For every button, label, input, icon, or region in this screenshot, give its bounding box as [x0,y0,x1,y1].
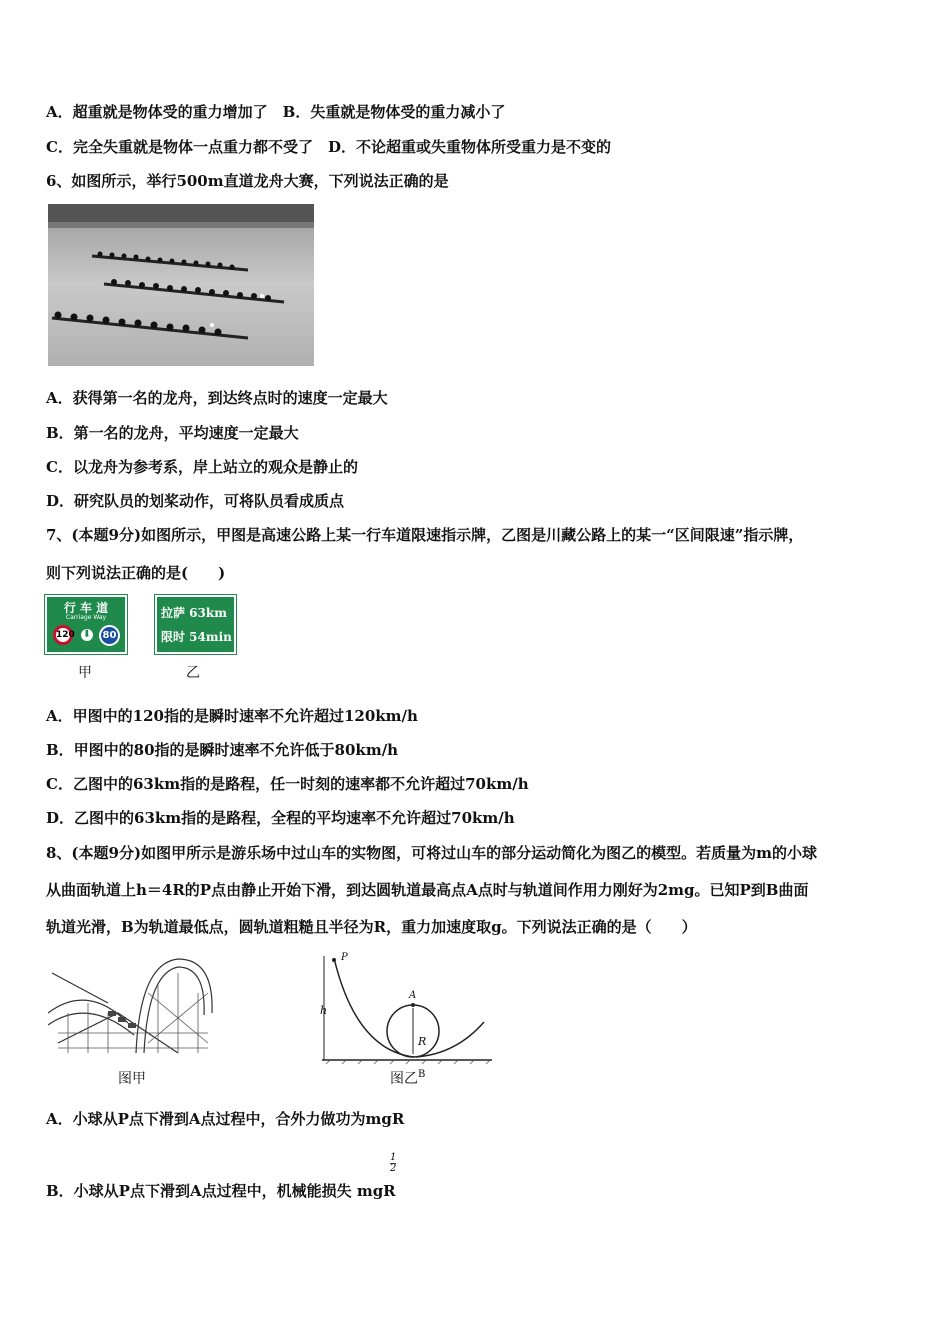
q8-stem-line1: 8、(本题9分)如图甲所示是游乐场中过山车的实物图，可将过山车的部分运动简化为图乙的模型。若质量为m的小球 [46,844,817,862]
sign-lane-subtitle: Carriage Way [65,614,107,621]
q5-options-cd: C．完全失重就是物体一点重力都不受了 D．不论超重或失重物体所受重力是不变的 [46,138,611,156]
label-a: A [409,990,417,1001]
dragon-boat-photo [48,204,314,366]
track-model-diagram [316,950,494,1066]
label-p: P [341,952,348,963]
q7-option-d: D．乙图中的63km指的是路程，全程的平均速率不允许超过70km/h [46,809,515,827]
sign-lane-title: 行 车 道 [63,601,109,615]
sign-time-limit-text: 限时 54min [161,630,232,644]
lane-speed-limit-sign [45,595,127,654]
roller-coaster-photo [48,953,214,1063]
q7-stem-line1: 7、(本题9分)如图所示，甲图是高速公路上某一行车道限速指示牌，乙图是川藏公路上的某一“区间限速”指示牌， [46,526,804,544]
sign-yi-caption: 乙 [186,665,200,681]
q6-option-a: A．获得第一名的龙舟，到达终点时的速度一定最大 [46,389,388,407]
q5-options-ab: A．超重就是物体受的重力增加了 B．失重就是物体受的重力减小了 [46,103,506,121]
label-r: R [418,1035,427,1048]
interval-speed-limit-sign [155,595,236,654]
q6-option-c: C．以龙舟为参考系，岸上站立的观众是静止的 [46,458,358,476]
fig-jia-caption: 图甲 [118,1071,146,1087]
label-h: h [320,1004,328,1017]
fraction-numerator: 1 [390,1152,397,1163]
q7-option-a: A．甲图中的120指的是瞬时速率不允许超过120km/h [46,707,418,725]
q6-option-b: B．第一名的龙舟，平均速度一定最大 [46,424,299,442]
label-b: B [418,1069,426,1080]
q7-option-b: B．甲图中的80指的是瞬时速率不允许低于80km/h [46,741,399,759]
fig-yi-caption: 图乙$^B$ [390,1069,426,1087]
q8-stem-line3: 轨道光滑，B为轨道最低点，圆轨道粗糙且半径为R，重力加速度取g。下列说法正确的是（ ） [46,918,697,936]
q8-option-a: A．小球从P点下滑到A点过程中，合外力做功为mgR [46,1110,405,1128]
arrow-down-icon: ⬇ [82,629,92,640]
q6-option-d: D．研究队员的划桨动作，可将队员看成质点 [46,492,345,510]
sign-jia-caption: 甲 [78,665,92,681]
q7-option-c: C．乙图中的63km指的是路程，任一时刻的速率都不允许超过70km/h [46,775,529,793]
q6-stem: 6、如图所示，举行500m直道龙舟大赛，下列说法正确的是 [46,172,449,190]
min-speed-circle: 80 [99,625,120,646]
max-speed-circle: 120 [53,625,73,645]
q8-stem-line2: 从曲面轨道上h＝4R的P点由静止开始下滑，到达圆轨道最高点A点时与轨道间作用力刚好为2mg。已知P到B曲面 [46,881,809,899]
q7-stem-line2: 则下列说法正确的是( ) [46,564,226,582]
fraction-one-half [390,1153,396,1174]
sign-distance-text: 拉萨 63km [161,606,227,620]
q8-option-b: B．小球从P点下滑到A点过程中，机械能损失 mgR [46,1182,396,1200]
fraction-denominator: 2 [390,1163,397,1174]
